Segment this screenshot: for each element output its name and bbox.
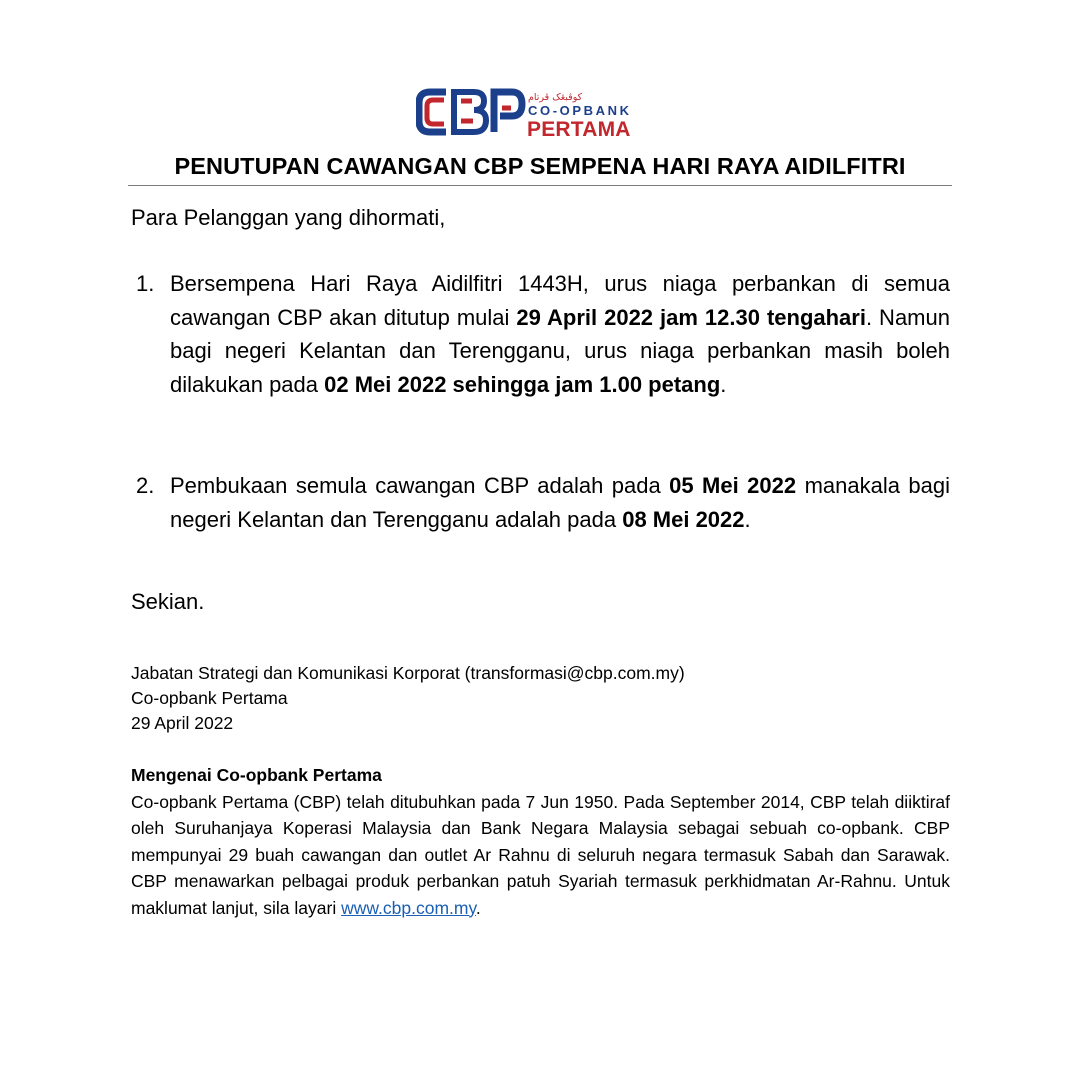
title-divider bbox=[128, 185, 952, 186]
item-text: Bersempena Hari Raya Aidilfitri 1443H, urus niaga perbankan di semua cawangan CBP akan ditutup mulai bbox=[170, 271, 950, 330]
logo-line2: PERTAMA bbox=[527, 118, 631, 140]
signoff-department: Jabatan Strategi dan Komunikasi Korporat (transformasi@cbp.com.my) bbox=[131, 663, 685, 683]
item-number: 2. bbox=[136, 473, 155, 498]
item-text: . bbox=[720, 371, 727, 397]
item-text: manakala bagi negeri Kelantan dan Terengganu adalah pada bbox=[170, 473, 950, 532]
item-bold-date: 29 April 2022 jam 12.30 tengahari bbox=[516, 304, 866, 330]
item-bold-date: 05 Mei 2022 bbox=[669, 473, 797, 498]
signoff bbox=[131, 661, 685, 736]
item-bold-date: 02 Mei 2022 sehingga jam 1.00 petang bbox=[324, 371, 721, 397]
item-text: . Namun bagi negeri Kelantan dan Terengganu, urus niaga perbankan masih boleh dilakukan pada bbox=[170, 304, 950, 397]
notice-item-1 bbox=[131, 267, 950, 401]
cbp-logo-graphic bbox=[416, 86, 666, 140]
logo-arabic-text: کوڤبڠک ڤرتام bbox=[528, 92, 583, 103]
cbp-logo bbox=[416, 86, 666, 140]
closing: Sekian. bbox=[131, 589, 205, 614]
about-end: . bbox=[475, 897, 481, 918]
notice-item-2 bbox=[131, 469, 950, 536]
signoff-organization: Co-opbank Pertama bbox=[131, 688, 288, 708]
about-section bbox=[131, 762, 950, 921]
page-title: PENUTUPAN CAWANGAN CBP SEMPENA HARI RAYA AIDILFITRI bbox=[174, 153, 906, 179]
item-body bbox=[170, 469, 950, 536]
about-text: Co-opbank Pertama (CBP) telah ditubuhkan pada 7 Jun 1950. Pada September 2014, CBP telah diiktiraf oleh Suruhanjaya Koperasi Malaysia dan Bank Negara Malaysia sebagai sebuah co-opbank. CBP mempunyai 29 buah cawangan dan outlet Ar Rahnu di seluruh negara termasuk Sabah dan Sarawak. CBP menawarkan pelbagai produk perbankan patuh Syariah termasuk perkhidmatan Ar-Rahnu. Untuk maklumat lanjut, sila layari bbox=[131, 791, 950, 918]
item-text: Pembukaan semula cawangan CBP adalah pada bbox=[170, 473, 670, 498]
item-bold-date: 08 Mei 2022 bbox=[622, 506, 745, 532]
item-body bbox=[170, 267, 950, 401]
website-link[interactable]: www.cbp.com.my bbox=[341, 897, 476, 918]
salutation: Para Pelanggan yang dihormati, bbox=[131, 205, 446, 230]
item-number: 1. bbox=[136, 271, 155, 296]
item-text: . bbox=[744, 506, 751, 532]
about-heading: Mengenai Co-opbank Pertama bbox=[131, 765, 382, 785]
about-body bbox=[131, 789, 950, 922]
signoff-date: 29 April 2022 bbox=[131, 713, 234, 733]
logo-line1: CO-OPBANK bbox=[528, 103, 632, 118]
